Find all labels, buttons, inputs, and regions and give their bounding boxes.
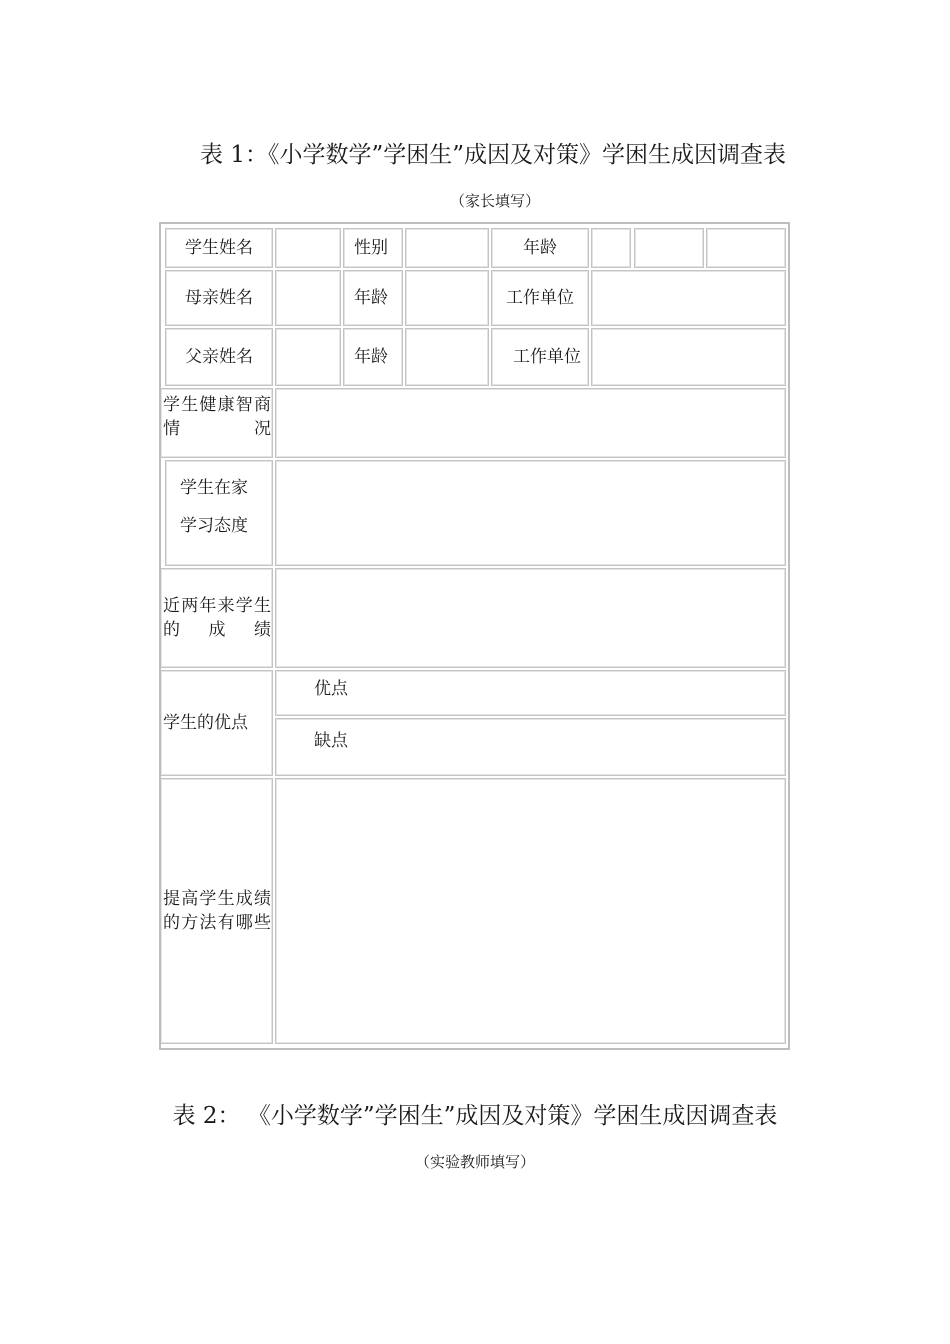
father-age-field[interactable]	[405, 328, 489, 386]
mother-name-label	[165, 270, 273, 326]
study-attitude-label	[165, 460, 273, 566]
recent-grades-field[interactable]	[275, 568, 786, 668]
strengths-label-text: 学生的优点	[163, 713, 248, 733]
father-work-unit-label-text: 工作单位	[513, 347, 581, 367]
student-name-field[interactable]	[275, 228, 341, 268]
study-attitude-label-line1: 学生在家	[180, 478, 248, 498]
father-work-unit-field[interactable]	[591, 328, 786, 386]
mother-name-label-text: 母亲姓名	[185, 288, 253, 308]
age-label	[491, 228, 589, 268]
recent-grades-label	[161, 568, 273, 668]
strengths-label	[161, 670, 273, 776]
mother-work-unit-label	[491, 270, 589, 326]
improve-methods-label-text: 提高学生成绩的方法有哪些	[163, 889, 271, 933]
father-name-label-text: 父亲姓名	[185, 347, 253, 367]
health-iq-label	[161, 388, 273, 458]
father-age-label-text: 年龄	[354, 347, 388, 367]
strength-field[interactable]	[275, 670, 786, 716]
father-name-label	[165, 328, 273, 386]
strength-sub-label: 优点	[314, 679, 348, 699]
extra-field-2[interactable]	[706, 228, 786, 268]
recent-grades-label-text: 近两年来学生的成绩	[163, 596, 271, 640]
student-name-label-text: 学生姓名	[185, 238, 253, 258]
age-label-text: 年龄	[523, 238, 557, 258]
mother-work-unit-label-text: 工作单位	[506, 288, 574, 308]
study-attitude-field[interactable]	[275, 460, 786, 566]
mother-age-field[interactable]	[405, 270, 489, 326]
weakness-field[interactable]	[275, 718, 786, 776]
mother-name-field[interactable]	[275, 270, 341, 326]
gender-label-text: 性别	[354, 238, 388, 258]
table2-subtitle: （实验教师填写）	[414, 1153, 535, 1171]
table1-title: 表 1：《小学数学”学困生”成因及对策》学困生成因调查表	[200, 142, 786, 168]
mother-work-unit-field[interactable]	[591, 270, 786, 326]
age-field[interactable]	[591, 228, 631, 268]
health-iq-field[interactable]	[275, 388, 786, 458]
mother-age-label-text: 年龄	[354, 288, 388, 308]
gender-field[interactable]	[405, 228, 489, 268]
student-name-label	[165, 228, 273, 268]
improve-methods-field[interactable]	[275, 778, 786, 1044]
mother-age-label	[343, 270, 403, 326]
weakness-sub-label: 缺点	[314, 731, 348, 751]
father-age-label	[343, 328, 403, 386]
extra-field-1[interactable]	[634, 228, 704, 268]
health-iq-label-text: 学生健康智商情况	[163, 395, 271, 439]
father-name-field[interactable]	[275, 328, 341, 386]
table2-title: 表 2： 《小学数学”学困生”成因及对策》学困生成因调查表	[172, 1103, 778, 1129]
gender-label	[343, 228, 403, 268]
father-work-unit-label	[491, 328, 589, 386]
table1-subtitle: （家长填写）	[449, 192, 540, 210]
study-attitude-label-line2: 学习态度	[180, 516, 248, 536]
improve-methods-label	[161, 778, 273, 1044]
parent-survey-table	[159, 222, 790, 1050]
